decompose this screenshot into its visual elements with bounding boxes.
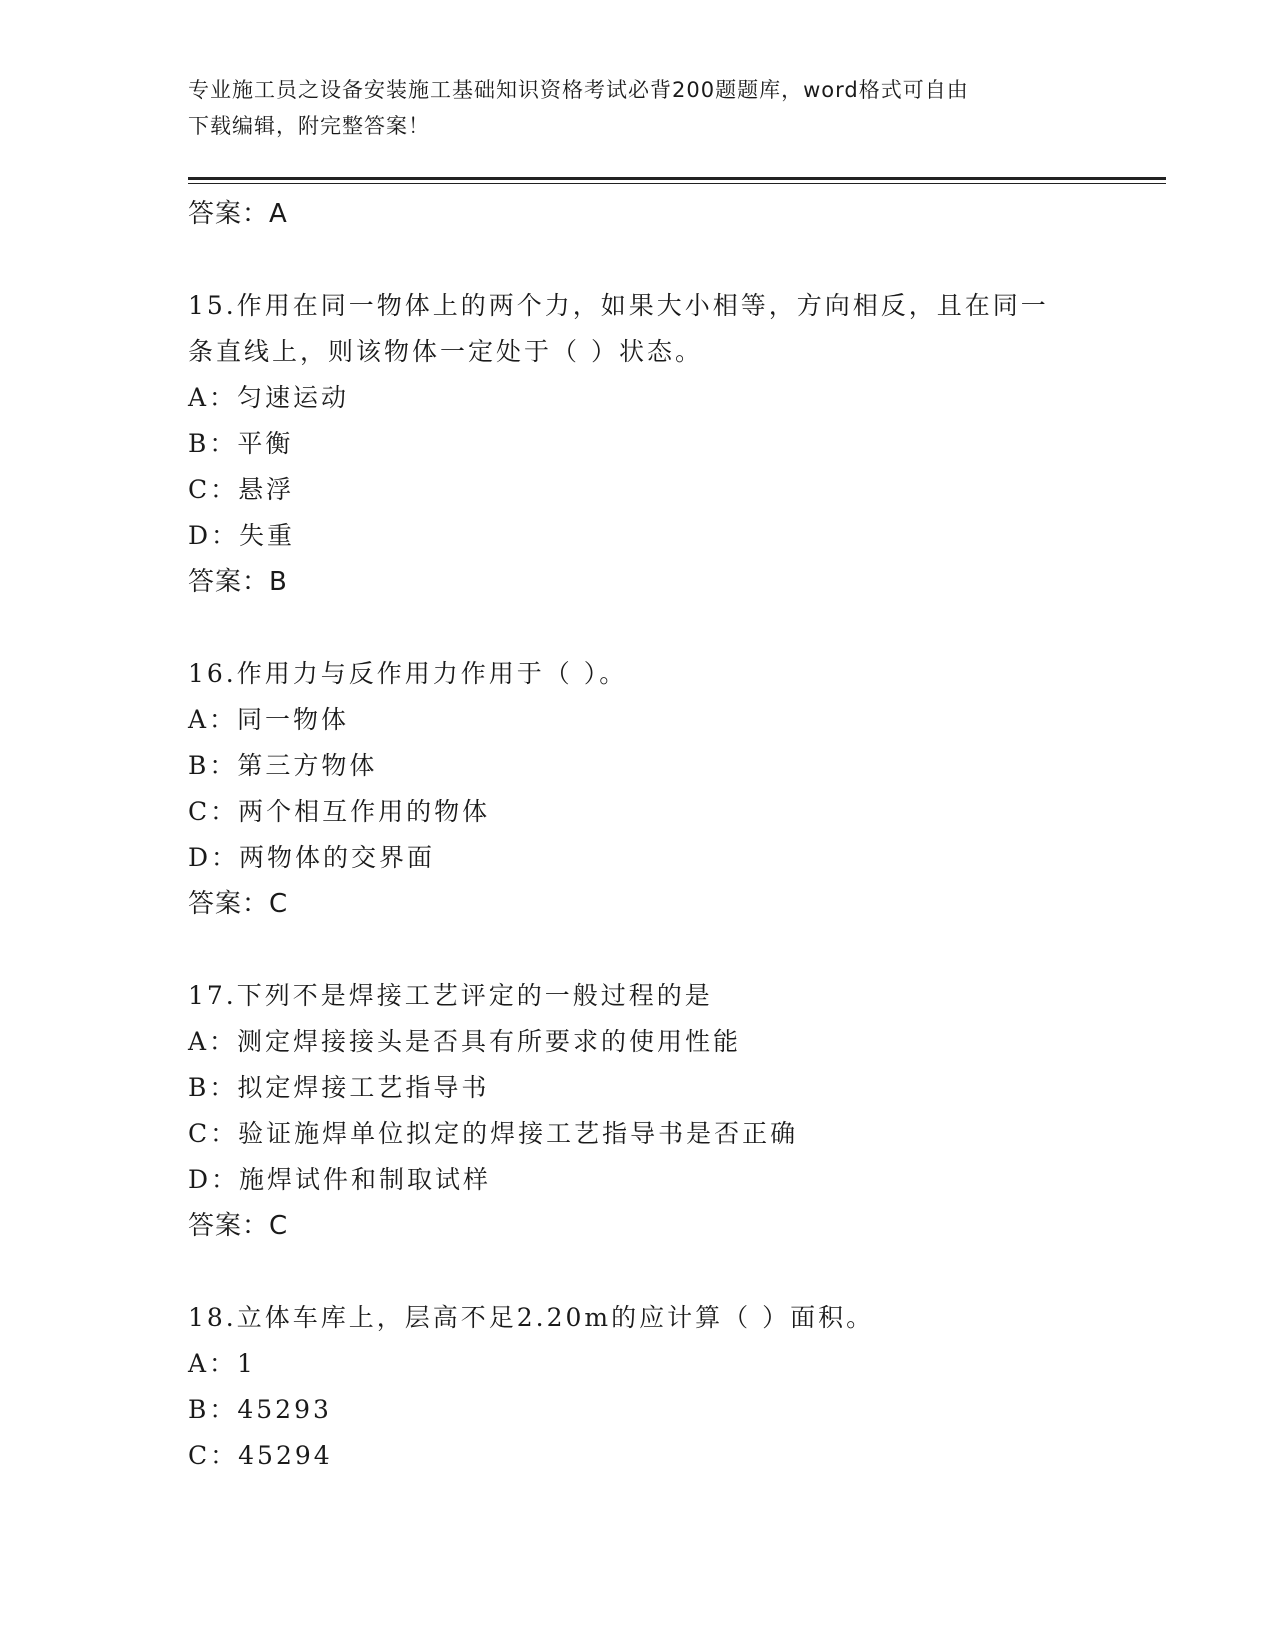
option-a: A：测定焊接接头是否具有所要求的使用性能 xyxy=(188,1027,742,1056)
question-18 xyxy=(188,1295,1088,1479)
option-c: C：两个相互作用的物体 xyxy=(188,797,491,826)
spacer xyxy=(188,1249,1088,1295)
question-15 xyxy=(188,283,1088,605)
answer-line: 答案：C xyxy=(188,1211,289,1241)
question-list xyxy=(188,191,1088,1479)
option-d: D：施焊试件和制取试样 xyxy=(188,1165,492,1194)
header-line-2: 下载编辑，附完整答案！ xyxy=(188,114,430,138)
option-a: A：匀速运动 xyxy=(188,383,350,412)
option-c: C：悬浮 xyxy=(188,475,295,504)
question-16 xyxy=(188,651,1088,927)
question-stem: 条直线上，则该物体一定处于（ ）状态。 xyxy=(188,337,703,366)
option-a: A：同一物体 xyxy=(188,705,350,734)
header-rule-thick xyxy=(188,177,1166,180)
option-b: B：第三方物体 xyxy=(188,751,378,780)
question-stem: 15.作用在同一物体上的两个力，如果大小相等，方向相反，且在同一 xyxy=(188,291,1049,320)
option-b: B：45293 xyxy=(188,1395,332,1424)
option-c: C：45294 xyxy=(188,1441,333,1470)
spacer xyxy=(188,927,1088,973)
answer-line: 答案：A xyxy=(188,199,288,229)
option-d: D：两物体的交界面 xyxy=(188,843,436,872)
question-stem: 17.下列不是焊接工艺评定的一般过程的是 xyxy=(188,981,713,1010)
option-c: C：验证施焊单位拟定的焊接工艺指导书是否正确 xyxy=(188,1119,799,1148)
document-header xyxy=(188,72,1088,144)
option-b: B：拟定焊接工艺指导书 xyxy=(188,1073,490,1102)
question-17 xyxy=(188,973,1088,1249)
answer-line: 答案：B xyxy=(188,567,288,597)
header-line-1: 专业施工员之设备安装施工基础知识资格考试必背200题题库，word格式可自由 xyxy=(188,78,969,102)
question-stem: 16.作用力与反作用力作用于（ ）。 xyxy=(188,659,628,688)
option-b: B：平衡 xyxy=(188,429,294,458)
option-a: A：1 xyxy=(188,1349,256,1378)
answer-line: 答案：C xyxy=(188,889,289,919)
header-rule-thin xyxy=(188,183,1166,184)
question-stem: 18.立体车库上，层高不足2.20m的应计算（ ）面积。 xyxy=(188,1303,875,1332)
option-d: D：失重 xyxy=(188,521,296,550)
spacer xyxy=(188,605,1088,651)
spacer xyxy=(188,237,1088,283)
